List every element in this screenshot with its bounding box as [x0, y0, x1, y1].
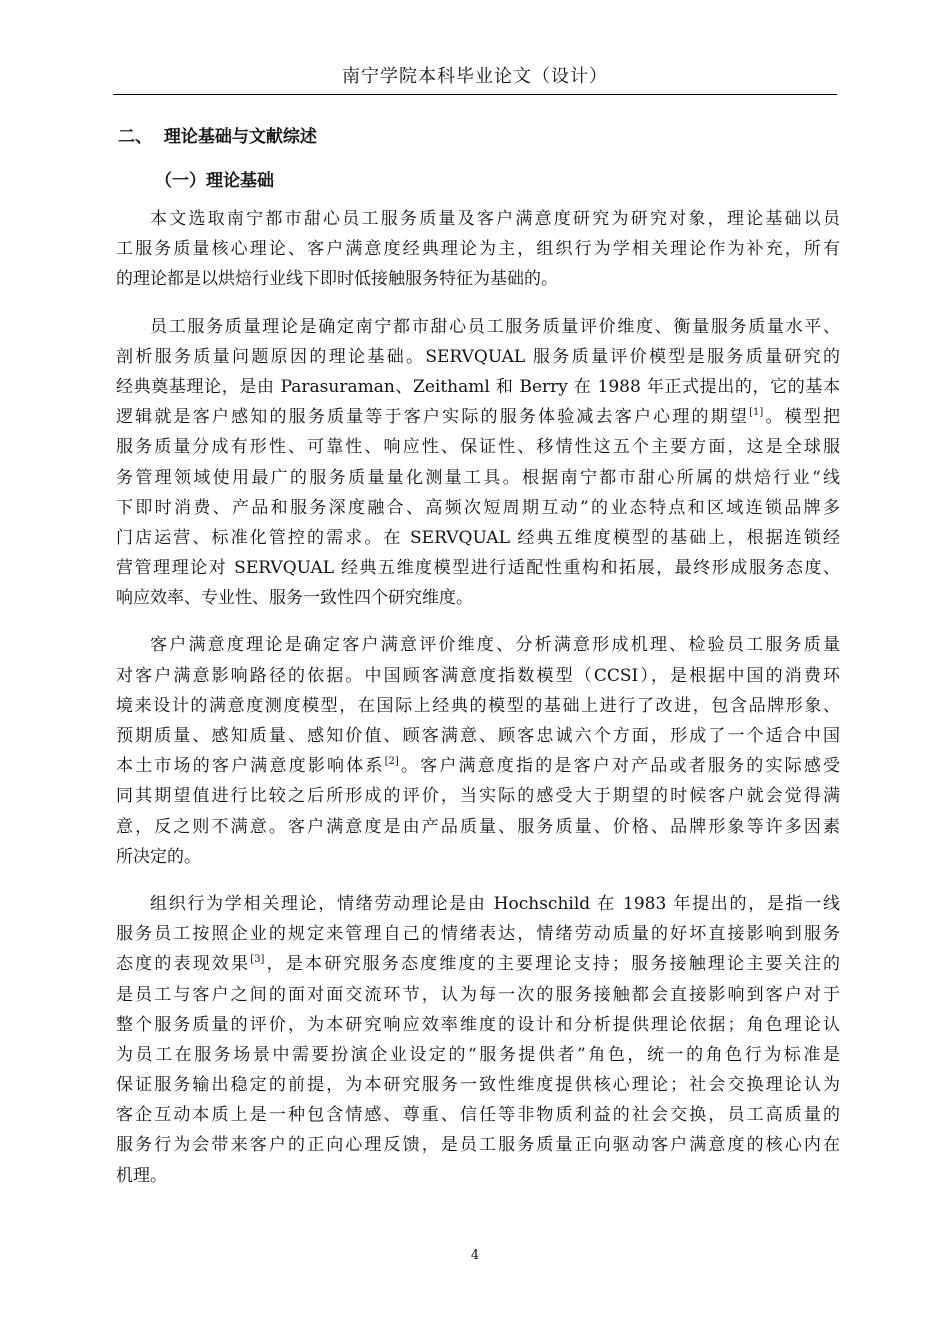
paragraph: [116, 889, 840, 1191]
text-line: [116, 980, 840, 1010]
text-line: [116, 583, 840, 613]
body-text: [116, 204, 840, 1208]
header-rule: [113, 94, 837, 95]
line-text: 服务行为会带来客户的正向心理反馈，是员工服务质量正向驱动客户满意度的核心内在: [116, 1135, 840, 1156]
paragraph: [116, 630, 840, 872]
line-text: 工服务质量核心理论、客户满意度经典理论为主，组织行为学相关理论作为补充，所有: [116, 239, 840, 260]
citation-ref: [2]: [384, 756, 399, 768]
text-line: [116, 721, 840, 751]
line-text: 员工服务质量理论是确定南宁都市甜心员工服务质量评价维度、衡量服务质量水平、: [150, 316, 840, 337]
text-line: [116, 234, 840, 264]
line-text: 所决定的。: [116, 846, 201, 867]
line-text: 本土市场的客户满意度影响体系: [116, 756, 385, 777]
text-line: [116, 402, 840, 432]
page-header-title: 南宁学院本科毕业论文（设计）: [342, 66, 608, 87]
text-line: [116, 949, 840, 979]
line-text: 态度的表现效果: [116, 954, 251, 975]
line-text-after-citation: 。客户满意度指的是客户对产品或者服务的实际感受: [398, 756, 841, 777]
line-text-after-citation: ，是本研究服务态度维度的主要理论支持；服务接触理论主要关注的: [264, 954, 841, 975]
line-text: 经典奠基理论，是由 Parasuraman、Zeithaml 和 Berry 在 1988 年正式提出的，它的基本: [116, 376, 840, 397]
citation-ref: [1]: [749, 407, 764, 419]
text-line: [116, 691, 840, 721]
line-text: 剖析服务质量问题原因的理论基础。SERVQUAL 服务质量评价模型是服务质量研究的: [116, 346, 840, 367]
text-line: [116, 1070, 840, 1100]
line-text: 的理论都是以烘焙行业线下即时低接触服务特征为基础的。: [116, 269, 558, 290]
line-text: 整个服务质量的评价，为本研究响应效率维度的设计和分析提供理论依据；角色理论认: [116, 1014, 840, 1035]
line-text: 响应效率、专业性、服务一致性四个研究维度。: [116, 588, 473, 609]
text-line: [116, 751, 840, 781]
text-line: [116, 630, 840, 660]
text-line: [116, 1100, 840, 1130]
line-text: 组织行为学相关理论，情绪劳动理论是由 Hochschild 在 1983 年提出的，是指一线: [150, 893, 840, 914]
text-line: [116, 463, 840, 493]
paragraph: [116, 312, 840, 614]
text-line: [116, 312, 840, 342]
line-text: 机理。: [116, 1165, 167, 1186]
text-line: [116, 1130, 840, 1160]
subsection-heading: （一）理论基础: [155, 171, 274, 191]
page-number: 4: [470, 1248, 480, 1263]
line-text: 同其期望值进行比较之后所形成的评价，当实际的感受大于期望的时候客户就会觉得满: [116, 786, 840, 807]
line-text: 门店运营、标准化管控的需求。在 SERVQUAL 经典五维度模型的基础上，根据连锁经: [116, 527, 840, 548]
line-text: 境来设计的满意度测度模型，在国际上经典的模型的基础上进行了改进，包含品牌形象、: [116, 695, 840, 716]
line-text: 逻辑就是客户感知的服务质量等于客户实际的服务体验减去客户心理的期望: [116, 407, 750, 428]
line-text: 意，反之则不满意。客户满意度是由产品质量、服务质量、价格、品牌形象等许多因素: [116, 816, 840, 837]
line-text-after-citation: 。模型把: [763, 407, 841, 428]
text-line: [116, 204, 840, 234]
line-text: 营管理理论对 SERVQUAL 经典五维度模型进行适配性重构和拓展，最终形成服务态度、: [116, 558, 840, 579]
text-line: [116, 781, 840, 811]
line-text: 服务质量分成有形性、可靠性、响应性、保证性、移情性这五个主要方面，这是全球服: [116, 437, 840, 458]
text-line: [116, 1161, 840, 1191]
text-line: [116, 812, 840, 842]
line-text: 保证服务输出稳定的前提，为本研究服务一致性维度提供核心理论；社会交换理论认为: [116, 1075, 840, 1096]
line-text: 服务员工按照企业的规定来管理自己的情绪表达，情绪劳动质量的好坏直接影响到服务: [116, 924, 840, 945]
line-text: 为员工在服务场景中需要扮演企业设定的“服务提供者”角色，统一的角色行为标准是: [116, 1044, 840, 1065]
text-line: [116, 342, 840, 372]
text-line: [116, 889, 840, 919]
text-line: [116, 919, 840, 949]
line-text: 务管理领域使用最广的服务质量量化测量工具。根据南宁都市甜心所属的烘焙行业“线: [116, 467, 840, 488]
text-line: [116, 523, 840, 553]
section-heading: 二、 理论基础与文献综述: [118, 127, 317, 147]
text-line: [116, 493, 840, 523]
text-line: [116, 661, 840, 691]
line-text: 客户满意度理论是确定客户满意评价维度、分析满意形成机理、检验员工服务质量: [150, 635, 840, 656]
citation-ref: [3]: [250, 954, 265, 966]
text-line: [116, 1040, 840, 1070]
line-text: 预期质量、感知质量、感知价值、顾客满意、顾客忠诚六个方面，形成了一个适合中国: [116, 726, 840, 746]
text-line: [116, 553, 840, 583]
line-text: 客企互动本质上是一种包含情感、尊重、信任等非物质利益的社会交换，员工高质量的: [116, 1105, 840, 1126]
text-line: [116, 432, 840, 462]
line-text: 是员工与客户之间的面对面交流环节，认为每一次的服务接触都会直接影响到客户对于: [116, 984, 840, 1005]
line-text: 本文选取南宁都市甜心员工服务质量及客户满意度研究为研究对象，理论基础以员: [150, 209, 840, 229]
text-line: [116, 264, 840, 294]
text-line: [116, 842, 840, 872]
paragraph: [116, 204, 840, 295]
text-line: [116, 1010, 840, 1040]
line-text: 对客户满意影响路径的依据。中国顾客满意度指数模型（CCSI），是根据中国的消费环: [116, 665, 840, 686]
text-line: [116, 372, 840, 402]
line-text: 下即时消费、产品和服务深度融合、高频次短周期互动”的业态特点和区域连锁品牌多: [116, 497, 840, 518]
